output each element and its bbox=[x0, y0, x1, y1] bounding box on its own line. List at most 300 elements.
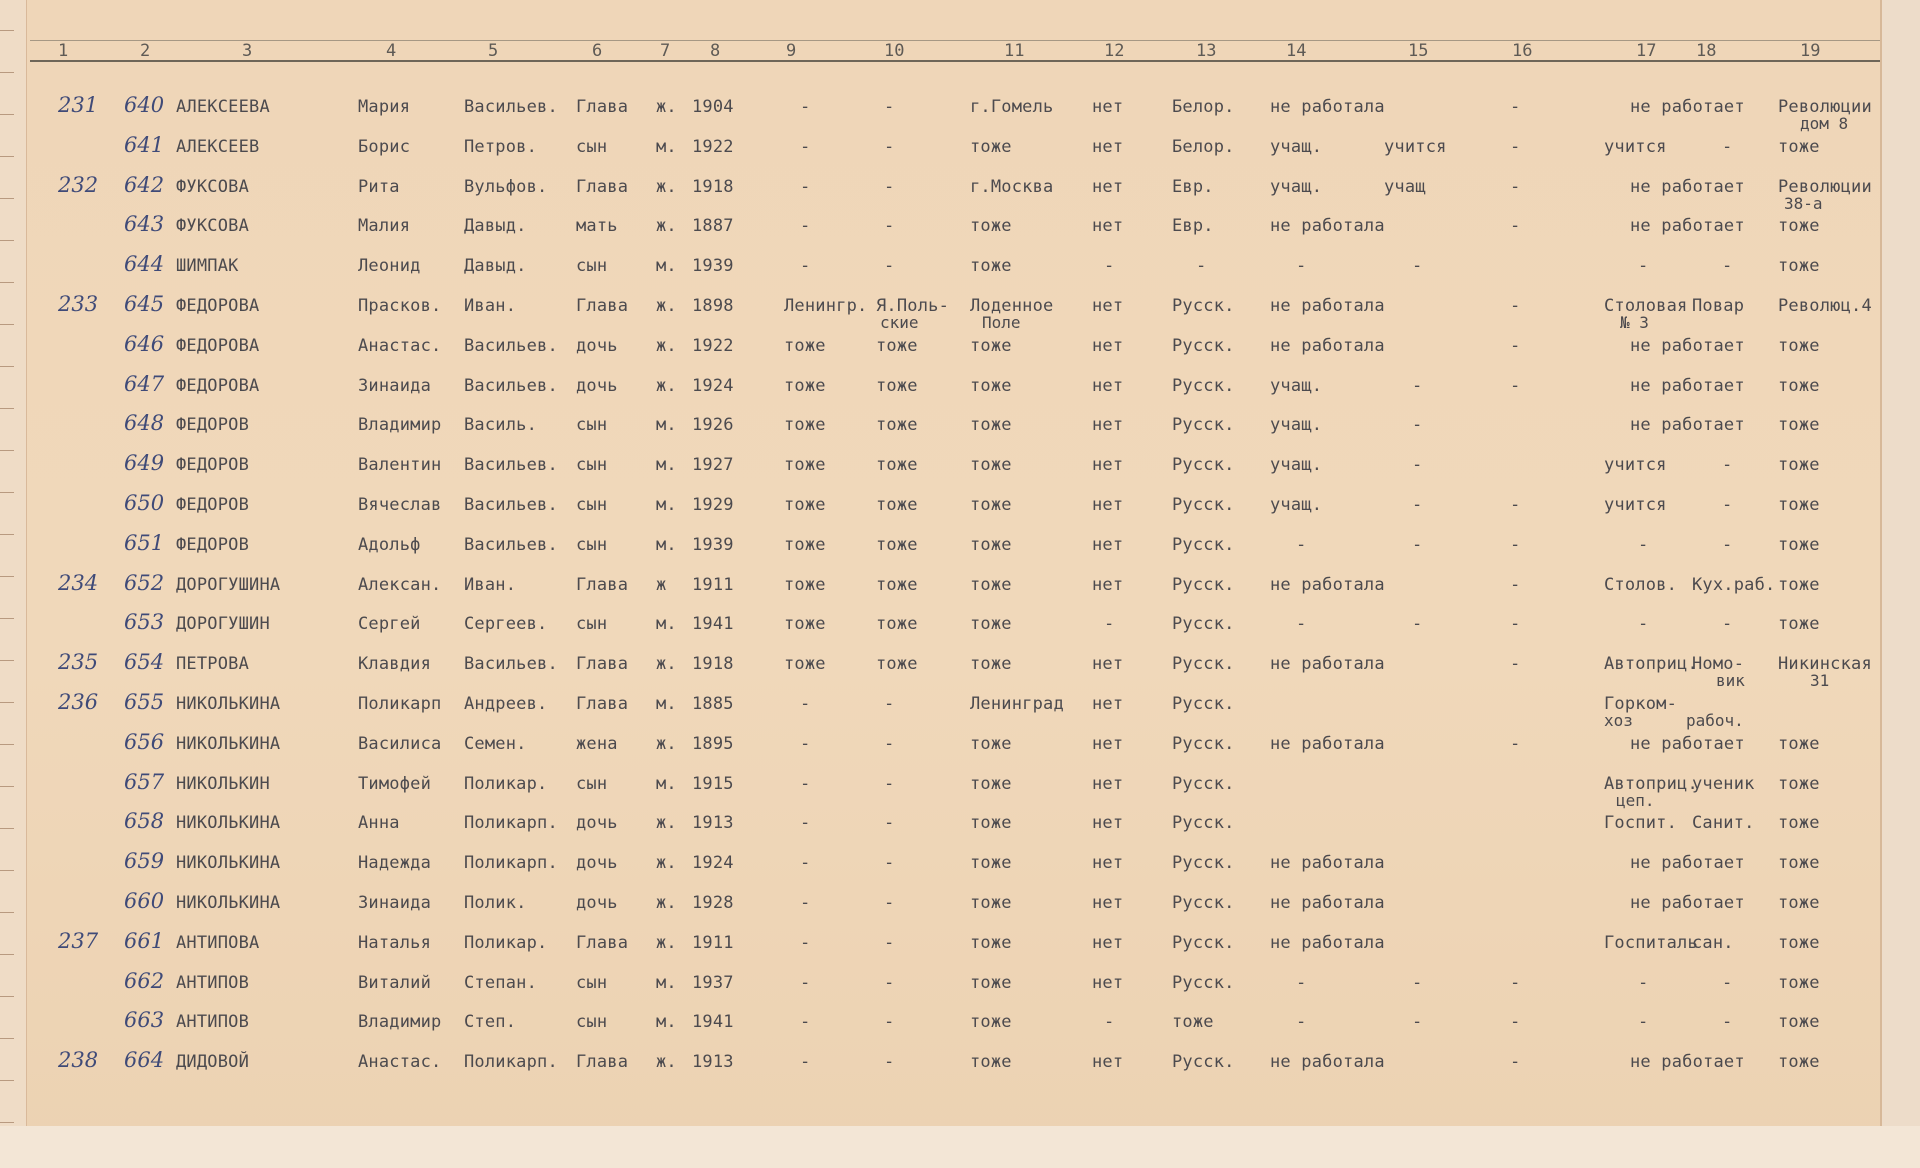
col16-cell: - bbox=[1510, 335, 1521, 356]
patronymic-cell: Степан. bbox=[464, 972, 538, 993]
first-name-cell: Валентин bbox=[358, 455, 442, 476]
col12-cell: нет bbox=[1092, 97, 1124, 117]
birthplace-cell: тоже bbox=[970, 335, 1012, 356]
binding-tick bbox=[0, 366, 14, 367]
wrapped-line: рабоч. bbox=[1686, 711, 1744, 730]
birthplace-cell: тоже bbox=[970, 375, 1012, 396]
nationality-cell: - bbox=[1196, 256, 1207, 277]
col9-cell: тоже bbox=[784, 654, 826, 675]
occupation-cell: - bbox=[1296, 972, 1307, 993]
col10-cell: тоже bbox=[876, 534, 918, 555]
occupation-cell: учащ. bbox=[1270, 375, 1323, 396]
col10-cell: - bbox=[884, 256, 895, 277]
workplace-cell: - bbox=[1638, 534, 1649, 555]
nationality-cell: Русск. bbox=[1172, 375, 1235, 396]
col9-cell: - bbox=[800, 1052, 811, 1073]
sex-cell: ж. bbox=[656, 1052, 677, 1073]
col10-cell: - bbox=[884, 216, 895, 237]
col9-cell: Ленингр. bbox=[784, 296, 868, 316]
binding-tick bbox=[0, 72, 14, 73]
col10-cell: - bbox=[884, 853, 895, 874]
workplace-cell: Столов. bbox=[1604, 574, 1678, 595]
surname-cell: НИКОЛЬКИНА bbox=[176, 694, 281, 714]
first-name-cell: Сергей bbox=[358, 614, 421, 635]
col9-cell: тоже bbox=[784, 375, 826, 396]
occupation-cell: не работала bbox=[1270, 853, 1385, 874]
relation-cell: Глава bbox=[576, 574, 629, 595]
family-number: 237 bbox=[58, 928, 99, 953]
binding-tick bbox=[0, 702, 14, 703]
surname-cell: НИКОЛЬКИН bbox=[176, 773, 270, 794]
surname-cell: ФУКСОВА bbox=[176, 176, 250, 197]
col10-cell: - bbox=[884, 893, 895, 913]
family-number: 234 bbox=[58, 570, 99, 595]
col12-cell: нет bbox=[1092, 415, 1124, 436]
relation-cell: Глава bbox=[576, 296, 629, 316]
workplace-cell: Госпит. bbox=[1604, 813, 1678, 834]
col15-cell: - bbox=[1412, 455, 1423, 476]
first-name-cell: Малия bbox=[358, 216, 411, 237]
family-number: 238 bbox=[58, 1048, 99, 1073]
record-number: 646 bbox=[124, 331, 165, 356]
first-name-cell: Поликарп bbox=[358, 694, 442, 714]
sex-cell: м. bbox=[656, 415, 677, 436]
col9-cell: - bbox=[800, 853, 811, 874]
column-number-14: 14 bbox=[1286, 41, 1307, 61]
record-number: 643 bbox=[124, 212, 165, 237]
col9-cell: тоже bbox=[784, 415, 826, 436]
col12-cell: нет bbox=[1092, 335, 1124, 356]
birth-year-cell: 1904 bbox=[692, 97, 734, 117]
surname-cell: ФЕДОРОВА bbox=[176, 375, 260, 396]
col12-cell: нет bbox=[1092, 853, 1124, 874]
birthplace-cell: г.Гомель bbox=[970, 97, 1054, 117]
col15-cell: учащ bbox=[1384, 176, 1426, 197]
workplace-cell: Столовая bbox=[1604, 296, 1688, 316]
surname-cell: НИКОЛЬКИНА bbox=[176, 853, 281, 874]
binding-tick bbox=[0, 450, 14, 451]
col9-cell: - bbox=[800, 1012, 811, 1033]
position-cell: Кух.раб. bbox=[1692, 574, 1776, 595]
sex-cell: ж. bbox=[656, 654, 677, 675]
col16-cell: - bbox=[1510, 574, 1521, 595]
first-name-cell: Тимофей bbox=[358, 773, 432, 794]
patronymic-cell: Иван. bbox=[464, 574, 517, 595]
address-cell: тоже bbox=[1778, 813, 1820, 834]
surname-cell: НИКОЛЬКИНА bbox=[176, 733, 281, 754]
address-cell: тоже bbox=[1778, 733, 1820, 754]
nationality-cell: Русск. bbox=[1172, 1052, 1235, 1073]
col12-cell: нет bbox=[1092, 893, 1124, 913]
col15-cell: - bbox=[1412, 614, 1423, 635]
col10-cell: тоже bbox=[876, 654, 918, 675]
surname-cell: ФЕДОРОВА bbox=[176, 335, 260, 356]
workplace-cell: не работает bbox=[1630, 415, 1745, 436]
birthplace-cell: тоже bbox=[970, 614, 1012, 635]
patronymic-cell: Семен. bbox=[464, 733, 527, 754]
relation-cell: сын bbox=[576, 136, 608, 157]
sex-cell: м. bbox=[656, 972, 677, 993]
col16-cell: - bbox=[1510, 654, 1521, 675]
col9-cell: тоже bbox=[784, 614, 826, 635]
patronymic-cell: Васильев. bbox=[464, 654, 558, 675]
birth-year-cell: 1941 bbox=[692, 1012, 734, 1033]
family-number: 235 bbox=[58, 650, 99, 675]
record-number: 663 bbox=[124, 1008, 165, 1033]
sex-cell: ж. bbox=[656, 733, 677, 754]
nationality-cell: Русск. bbox=[1172, 813, 1235, 834]
sex-cell: м. bbox=[656, 614, 677, 635]
birth-year-cell: 1911 bbox=[692, 932, 734, 953]
position-cell: - bbox=[1722, 614, 1733, 635]
relation-cell: сын bbox=[576, 1012, 608, 1033]
occupation-cell: не работала bbox=[1270, 733, 1385, 754]
col10-cell: - bbox=[884, 1052, 895, 1073]
col12-cell: нет bbox=[1092, 1052, 1124, 1073]
address-cell: тоже bbox=[1778, 972, 1820, 993]
workplace-cell: учится bbox=[1604, 455, 1667, 476]
patronymic-cell: Поликарп. bbox=[464, 1052, 558, 1073]
col10-cell: - bbox=[884, 97, 895, 117]
col10-cell: - bbox=[884, 694, 895, 714]
first-name-cell: Виталий bbox=[358, 972, 432, 993]
birthplace-cell: тоже bbox=[970, 136, 1012, 157]
col12-cell: нет bbox=[1092, 375, 1124, 396]
record-number: 650 bbox=[124, 491, 165, 515]
nationality-cell: Русск. bbox=[1172, 574, 1235, 595]
address-cell: тоже bbox=[1778, 335, 1820, 356]
sex-cell: м. bbox=[656, 534, 677, 555]
address-cell: тоже bbox=[1778, 853, 1820, 874]
relation-cell: сын bbox=[576, 256, 608, 277]
patronymic-cell: Васильев. bbox=[464, 534, 558, 555]
first-name-cell: Владимир bbox=[358, 1012, 442, 1033]
workplace-cell: Автоприц. bbox=[1604, 773, 1698, 794]
occupation-cell: учащ. bbox=[1270, 495, 1323, 515]
relation-cell: сын bbox=[576, 972, 608, 993]
birthplace-cell: тоже bbox=[970, 574, 1012, 595]
column-number-11: 11 bbox=[1004, 41, 1025, 61]
col16-cell: - bbox=[1510, 495, 1521, 515]
nationality-cell: Русск. bbox=[1172, 932, 1235, 953]
header-rule bbox=[30, 60, 1880, 62]
col9-cell: - bbox=[800, 733, 811, 754]
col12-cell: нет bbox=[1092, 932, 1124, 953]
col16-cell: - bbox=[1510, 1012, 1521, 1033]
sex-cell: м. bbox=[656, 136, 677, 157]
col12-cell: нет bbox=[1092, 574, 1124, 595]
surname-cell: ДИДОВОЙ bbox=[176, 1052, 250, 1073]
sex-cell: м. bbox=[656, 455, 677, 476]
occupation-cell: - bbox=[1296, 256, 1307, 277]
col12-cell: нет bbox=[1092, 694, 1124, 714]
surname-cell: ФЕДОРОВ bbox=[176, 415, 250, 436]
birthplace-cell: тоже bbox=[970, 853, 1012, 874]
first-name-cell: Адольф bbox=[358, 534, 421, 555]
nationality-cell: Русск. bbox=[1172, 534, 1235, 555]
address-cell: тоже bbox=[1778, 216, 1820, 237]
patronymic-cell: Давыд. bbox=[464, 216, 527, 237]
nationality-cell: Белор. bbox=[1172, 97, 1235, 117]
binding-tick bbox=[0, 240, 14, 241]
workplace-cell: не работает bbox=[1630, 1052, 1745, 1073]
surname-cell: ДОРОГУШИНА bbox=[176, 574, 281, 595]
binding-tick bbox=[0, 114, 14, 115]
col16-cell: - bbox=[1510, 97, 1521, 117]
surname-cell: ФЕДОРОВ bbox=[176, 495, 250, 515]
column-number-1: 1 bbox=[58, 41, 69, 61]
birthplace-cell: тоже bbox=[970, 256, 1012, 277]
position-cell: Санит. bbox=[1692, 813, 1755, 834]
col9-cell: - bbox=[800, 694, 811, 714]
relation-cell: дочь bbox=[576, 893, 618, 913]
col12-cell: нет bbox=[1092, 176, 1124, 197]
address-cell: тоже bbox=[1778, 136, 1820, 157]
relation-cell: дочь bbox=[576, 813, 618, 834]
col9-cell: - bbox=[800, 932, 811, 953]
birth-year-cell: 1927 bbox=[692, 455, 734, 476]
position-cell: Повар bbox=[1692, 296, 1745, 316]
surname-cell: ФЕДОРОВ bbox=[176, 455, 250, 476]
col16-cell: - bbox=[1510, 1052, 1521, 1073]
record-number: 647 bbox=[124, 371, 165, 396]
nationality-cell: Евр. bbox=[1172, 216, 1214, 237]
surname-cell: ФУКСОВА bbox=[176, 216, 250, 237]
surname-cell: АЛЕКСЕЕВА bbox=[176, 97, 270, 117]
record-number: 655 bbox=[124, 690, 165, 714]
first-name-cell: Зинаида bbox=[358, 375, 432, 396]
birthplace-cell: г.Москва bbox=[970, 176, 1054, 197]
address-cell: Никинская bbox=[1778, 654, 1872, 675]
sex-cell: ж. bbox=[656, 216, 677, 237]
birth-year-cell: 1924 bbox=[692, 853, 734, 874]
wrapped-line: ские bbox=[880, 313, 919, 332]
patronymic-cell: Андреев. bbox=[464, 694, 548, 714]
col12-cell: нет bbox=[1092, 136, 1124, 157]
column-number-18: 18 bbox=[1696, 41, 1717, 61]
position-cell: сан. bbox=[1692, 932, 1734, 953]
birth-year-cell: 1939 bbox=[692, 256, 734, 277]
surname-cell: ШИМПАК bbox=[176, 256, 239, 277]
sex-cell: ж. bbox=[656, 296, 677, 316]
col15-cell: - bbox=[1412, 534, 1423, 555]
col12-cell: нет bbox=[1092, 216, 1124, 237]
patronymic-cell: Степ. bbox=[464, 1012, 517, 1033]
record-number: 641 bbox=[124, 132, 165, 157]
column-number-7: 7 bbox=[660, 41, 671, 61]
col9-cell: тоже bbox=[784, 455, 826, 476]
sex-cell: ж bbox=[656, 574, 667, 595]
column-number-16: 16 bbox=[1512, 41, 1533, 61]
wrapped-line: хоз bbox=[1604, 711, 1633, 730]
family-number: 231 bbox=[58, 93, 99, 117]
binding-tick bbox=[0, 954, 14, 955]
birth-year-cell: 1926 bbox=[692, 415, 734, 436]
patronymic-cell: Вульфов. bbox=[464, 176, 548, 197]
address-cell: тоже bbox=[1778, 614, 1820, 635]
occupation-cell: не работала bbox=[1270, 574, 1385, 595]
binding-tick bbox=[0, 912, 14, 913]
col12-cell: нет bbox=[1092, 733, 1124, 754]
birthplace-cell: Лоденное bbox=[970, 296, 1054, 316]
wrapped-line: вик bbox=[1716, 671, 1745, 691]
address-cell: тоже bbox=[1778, 893, 1820, 913]
col16-cell: - bbox=[1510, 614, 1521, 635]
nationality-cell: Русск. bbox=[1172, 415, 1235, 436]
record-number: 644 bbox=[124, 252, 165, 277]
first-name-cell: Наталья bbox=[358, 932, 432, 953]
birthplace-cell: тоже bbox=[970, 216, 1012, 237]
occupation-cell: учащ. bbox=[1270, 136, 1323, 157]
col9-cell: - bbox=[800, 773, 811, 794]
birth-year-cell: 1924 bbox=[692, 375, 734, 396]
col10-cell: Я.Поль- bbox=[876, 296, 950, 316]
position-cell: - bbox=[1722, 136, 1733, 157]
col12-cell: - bbox=[1104, 256, 1115, 277]
col9-cell: тоже bbox=[784, 574, 826, 595]
col9-cell: - bbox=[800, 972, 811, 993]
address-cell: тоже bbox=[1778, 455, 1820, 476]
col16-cell: - bbox=[1510, 733, 1521, 754]
col10-cell: - bbox=[884, 972, 895, 993]
nationality-cell: Русск. bbox=[1172, 455, 1235, 476]
birthplace-cell: тоже bbox=[970, 1012, 1012, 1033]
col9-cell: тоже bbox=[784, 335, 826, 356]
column-number-5: 5 bbox=[488, 41, 499, 61]
occupation-cell: не работала bbox=[1270, 893, 1385, 913]
column-number-19: 19 bbox=[1800, 41, 1821, 61]
address-cell: тоже bbox=[1778, 256, 1820, 277]
record-number: 660 bbox=[124, 889, 165, 913]
patronymic-cell: Поликар. bbox=[464, 773, 548, 794]
surname-cell: ПЕТРОВА bbox=[176, 654, 250, 675]
col10-cell: - bbox=[884, 1012, 895, 1033]
binding-tick bbox=[0, 996, 14, 997]
record-number: 664 bbox=[124, 1048, 165, 1073]
wrapped-line: дом 8 bbox=[1800, 114, 1849, 133]
record-number: 642 bbox=[124, 172, 165, 197]
col16-cell: - bbox=[1510, 136, 1521, 157]
birthplace-cell: тоже bbox=[970, 932, 1012, 953]
occupation-cell: не работала bbox=[1270, 296, 1385, 316]
nationality-cell: тоже bbox=[1172, 1012, 1214, 1033]
workplace-cell: не работает bbox=[1630, 375, 1745, 396]
surname-cell: ФЕДОРОВА bbox=[176, 296, 260, 316]
record-number: 652 bbox=[124, 570, 165, 595]
column-number-3: 3 bbox=[242, 41, 253, 61]
col9-cell: - bbox=[800, 893, 811, 913]
col15-cell: - bbox=[1412, 415, 1423, 436]
birthplace-cell: тоже bbox=[970, 972, 1012, 993]
record-number: 648 bbox=[124, 411, 165, 436]
record-number: 653 bbox=[124, 610, 165, 635]
patronymic-cell: Иван. bbox=[464, 296, 517, 316]
col9-cell: - bbox=[800, 813, 811, 834]
sex-cell: ж. bbox=[656, 335, 677, 356]
col16-cell: - bbox=[1510, 296, 1521, 316]
nationality-cell: Белор. bbox=[1172, 136, 1235, 157]
binding-tick bbox=[0, 408, 14, 409]
nationality-cell: Русск. bbox=[1172, 733, 1235, 754]
occupation-cell: не работала bbox=[1270, 216, 1385, 237]
first-name-cell: Прасков. bbox=[358, 296, 442, 316]
binding-tick bbox=[0, 744, 14, 745]
relation-cell: сын bbox=[576, 534, 608, 555]
binding-tick bbox=[0, 156, 14, 157]
birth-year-cell: 1898 bbox=[692, 296, 734, 316]
surname-cell: ДОРОГУШИН bbox=[176, 614, 270, 635]
relation-cell: сын bbox=[576, 495, 608, 515]
position-cell: - bbox=[1722, 455, 1733, 476]
nationality-cell: Евр. bbox=[1172, 176, 1214, 197]
birth-year-cell: 1895 bbox=[692, 733, 734, 754]
patronymic-cell: Васильев. bbox=[464, 455, 558, 476]
col16-cell: - bbox=[1510, 375, 1521, 396]
position-cell: - bbox=[1722, 972, 1733, 993]
birthplace-cell: тоже bbox=[970, 455, 1012, 476]
birth-year-cell: 1911 bbox=[692, 574, 734, 595]
first-name-cell: Анастас. bbox=[358, 335, 442, 356]
address-cell: тоже bbox=[1778, 1052, 1820, 1073]
col10-cell: - bbox=[884, 136, 895, 157]
first-name-cell: Клавдия bbox=[358, 654, 432, 675]
birthplace-cell: тоже bbox=[970, 654, 1012, 675]
wrapped-line: № 3 bbox=[1620, 313, 1649, 332]
sex-cell: м. bbox=[656, 694, 677, 714]
birth-year-cell: 1941 bbox=[692, 614, 734, 635]
record-number: 659 bbox=[124, 849, 165, 874]
binding-tick bbox=[0, 324, 14, 325]
nationality-cell: Русск. bbox=[1172, 614, 1235, 635]
first-name-cell: Анастас. bbox=[358, 1052, 442, 1073]
occupation-cell: не работала bbox=[1270, 97, 1385, 117]
wrapped-line: 31 bbox=[1810, 671, 1830, 691]
column-number-10: 10 bbox=[884, 41, 905, 61]
col9-cell: тоже bbox=[784, 534, 826, 555]
birth-year-cell: 1915 bbox=[692, 773, 734, 794]
sex-cell: м. bbox=[656, 1012, 677, 1033]
first-name-cell: Владимир bbox=[358, 415, 442, 436]
col15-cell: - bbox=[1412, 375, 1423, 396]
binding-tick bbox=[0, 198, 14, 199]
birthplace-cell: тоже bbox=[970, 813, 1012, 834]
relation-cell: Глава bbox=[576, 97, 629, 117]
col10-cell: - bbox=[884, 176, 895, 197]
occupation-cell: не работала bbox=[1270, 932, 1385, 953]
address-cell: тоже bbox=[1778, 375, 1820, 396]
position-cell: - bbox=[1722, 495, 1733, 515]
sex-cell: ж. bbox=[656, 853, 677, 874]
first-name-cell: Надежда bbox=[358, 853, 432, 874]
birthplace-cell: тоже bbox=[970, 1052, 1012, 1073]
patronymic-cell: Васильев. bbox=[464, 335, 558, 356]
binding-tick bbox=[0, 492, 14, 493]
address-cell: тоже bbox=[1778, 574, 1820, 595]
binding-tick bbox=[0, 30, 14, 31]
nationality-cell: Русск. bbox=[1172, 495, 1235, 515]
sex-cell: м. bbox=[656, 256, 677, 277]
workplace-cell: не работает bbox=[1630, 176, 1745, 197]
record-number: 662 bbox=[124, 968, 165, 993]
col9-cell: - bbox=[800, 256, 811, 277]
col16-cell: - bbox=[1510, 972, 1521, 993]
scan-bottom-margin bbox=[0, 1126, 1920, 1168]
birth-year-cell: 1922 bbox=[692, 136, 734, 157]
address-cell: тоже bbox=[1778, 495, 1820, 515]
binding-edge bbox=[0, 0, 27, 1168]
patronymic-cell: Сергеев. bbox=[464, 614, 548, 635]
wrapped-line: цеп. bbox=[1616, 790, 1655, 810]
